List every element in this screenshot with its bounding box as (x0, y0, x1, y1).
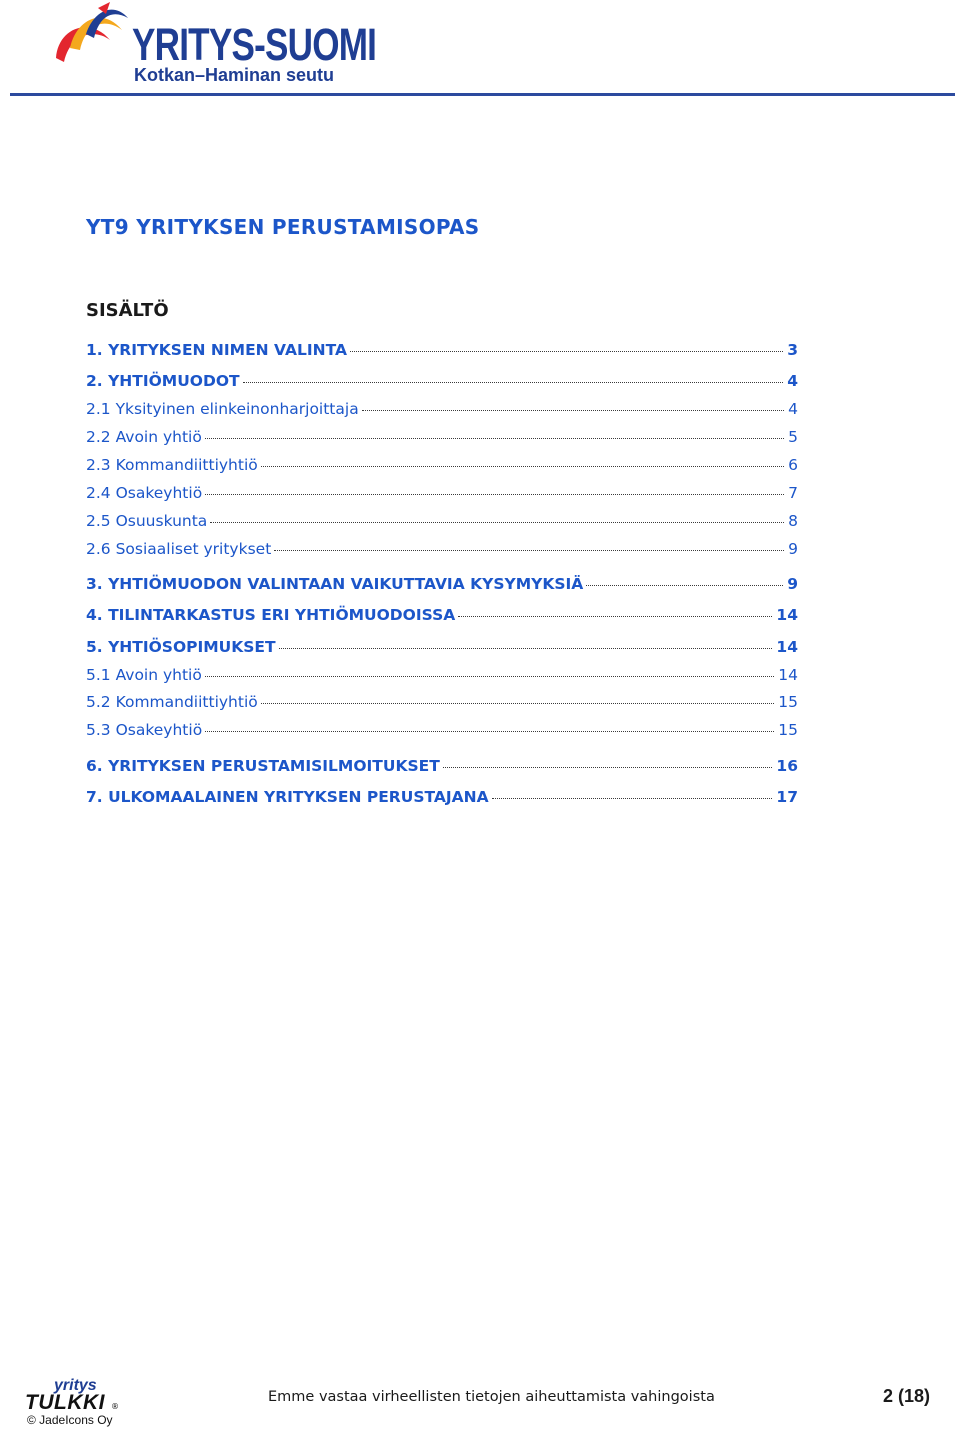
toc-dot-leader (492, 797, 773, 799)
toc-entry-label: 5.2 Kommandiittiyhtiö (86, 693, 258, 711)
toc-entry[interactable] (86, 575, 798, 597)
toc-dot-leader (205, 730, 774, 732)
toc-dot-leader (443, 766, 773, 768)
brand-name: YRITYS-SUOMI (132, 19, 377, 70)
toc-entry-label: 2.4 Osakeyhtiö (86, 484, 203, 502)
yritys-suomi-logo-icon (50, 0, 130, 70)
brand-subtitle: Kotkan–Haminan seutu (134, 65, 335, 85)
toc-dot-leader (362, 409, 784, 411)
toc-heading: SISÄLTÖ (86, 300, 169, 321)
toc-entry-label: 2.5 Osuuskunta (86, 512, 208, 530)
toc-entry-page: 9 (787, 575, 798, 593)
toc-entry-page: 6 (788, 456, 798, 474)
toc-entry[interactable] (86, 721, 798, 743)
copyright-text: © JadeIcons Oy (27, 1413, 113, 1427)
toc-dot-leader (243, 381, 784, 383)
toc-entry[interactable] (86, 638, 798, 660)
toc-entry-label: 5. YHTIÖSOPIMUKSET (86, 638, 276, 656)
toc-entry-page: 17 (776, 788, 798, 806)
toc-entry-label: 2. YHTIÖMUODOT (86, 372, 240, 390)
toc-entry[interactable] (86, 341, 798, 363)
toc-dot-leader (261, 702, 775, 704)
toc-dot-leader (261, 465, 784, 467)
toc-dot-leader (205, 675, 774, 677)
toc-entry-page: 14 (776, 606, 798, 624)
toc-entry-label: 2.6 Sosiaaliset yritykset (86, 540, 272, 558)
footer-logo-top: yritys (54, 1377, 97, 1394)
toc-entry-label: 2.1 Yksityinen elinkeinonharjoittaja (86, 400, 359, 418)
toc-entry-page: 9 (788, 540, 798, 558)
toc-entry[interactable] (86, 606, 798, 628)
toc-entry[interactable] (86, 693, 798, 715)
toc-entry-label: 5.3 Osakeyhtiö (86, 721, 203, 739)
toc-dot-leader (205, 437, 784, 439)
toc-entry-label: 6. YRITYKSEN PERUSTAMISILMOITUKSET (86, 757, 440, 775)
toc-entry-page: 7 (788, 484, 798, 502)
toc-entry-page: 8 (788, 512, 798, 530)
footer-logo-bottom: TULKKI (25, 1391, 105, 1414)
toc-entry[interactable] (86, 456, 798, 478)
toc-entry[interactable] (86, 400, 798, 422)
toc-dot-leader (586, 584, 783, 586)
toc-entry[interactable] (86, 428, 798, 450)
toc-entry-page: 4 (788, 400, 798, 418)
toc-dot-leader (205, 493, 784, 495)
toc-entry[interactable] (86, 788, 798, 810)
header-divider (10, 93, 955, 96)
toc-entry-label: 1. YRITYKSEN NIMEN VALINTA (86, 341, 347, 359)
toc-entry-page: 4 (787, 372, 798, 390)
toc-entry-label: 4. TILINTARKASTUS ERI YHTIÖMUODOISSA (86, 606, 456, 624)
toc-entry-label: 2.3 Kommandiittiyhtiö (86, 456, 258, 474)
registered-mark: ® (111, 1402, 119, 1411)
toc-entry-page: 16 (776, 757, 798, 775)
document-title: YT9 YRITYKSEN PERUSTAMISOPAS (86, 215, 480, 239)
toc-dot-leader (458, 615, 772, 617)
toc-entry-page: 15 (778, 721, 798, 739)
toc-dot-leader (274, 549, 784, 551)
toc-entry[interactable] (86, 540, 798, 562)
toc-entry[interactable] (86, 484, 798, 506)
toc-dot-leader (279, 647, 773, 649)
toc-entry-page: 15 (778, 693, 798, 711)
toc-entry-label: 5.1 Avoin yhtiö (86, 666, 202, 684)
toc-dot-leader (210, 521, 784, 523)
toc-entry[interactable] (86, 757, 798, 779)
toc-entry-label: 3. YHTIÖMUODON VALINTAAN VAIKUTTAVIA KYSYMYKSIÄ (86, 575, 584, 593)
toc-entry-label: 7. ULKOMAALAINEN YRITYKSEN PERUSTAJANA (86, 788, 489, 806)
toc-entry-label: 2.2 Avoin yhtiö (86, 428, 202, 446)
toc-entry[interactable] (86, 666, 798, 688)
page-number: 2 (18) (882, 1386, 930, 1406)
yritys-tulkki-logo (25, 1378, 145, 1428)
toc-entry-page: 5 (788, 428, 798, 446)
toc-entry[interactable] (86, 512, 798, 534)
toc-entry-page: 3 (787, 341, 798, 359)
disclaimer-text: Emme vastaa virheellisten tietojen aiheuttamista vahingoista (268, 1389, 715, 1405)
toc-dot-leader (350, 350, 783, 352)
toc-entry-page: 14 (778, 666, 798, 684)
page-header (0, 0, 960, 100)
toc-entry[interactable] (86, 372, 798, 394)
toc-entry-page: 14 (776, 638, 798, 656)
